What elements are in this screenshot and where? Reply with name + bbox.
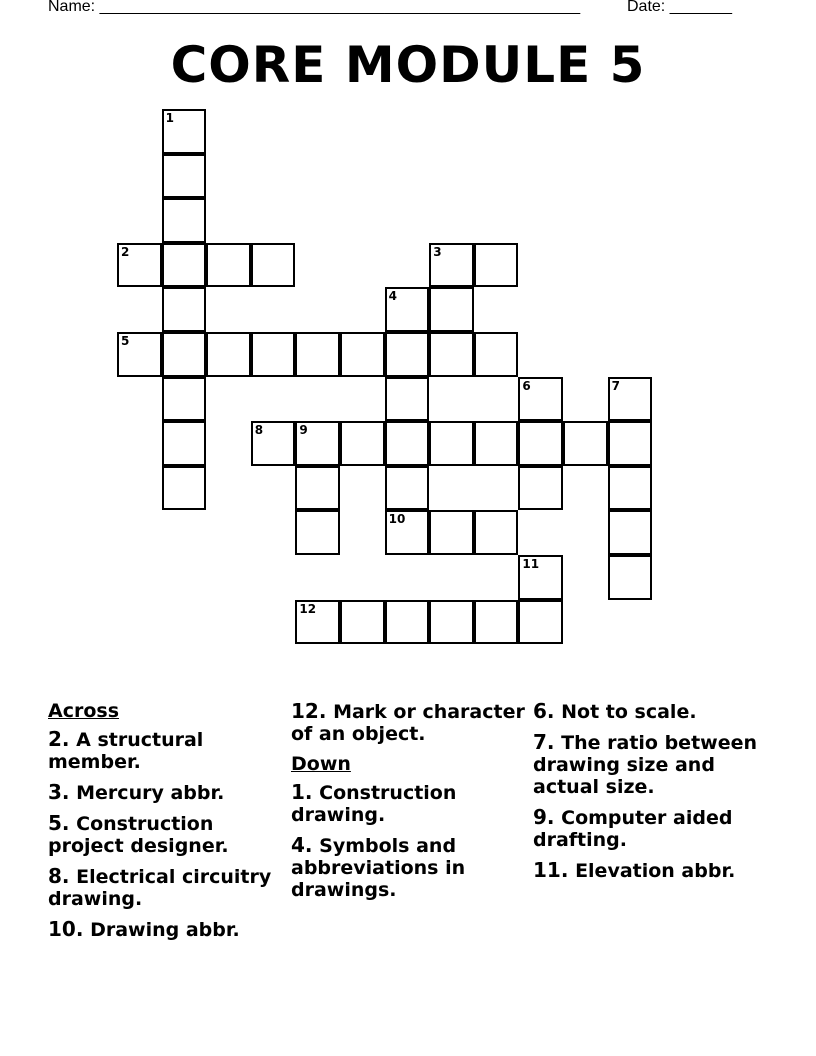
grid-cell[interactable] xyxy=(206,332,251,377)
grid-cell[interactable] xyxy=(295,510,340,555)
grid-cell[interactable] xyxy=(385,600,430,645)
grid-cell[interactable] xyxy=(474,421,519,466)
across-heading: Across xyxy=(48,700,120,722)
clue-across-8: 8. Electrical circuitry drawing. xyxy=(48,864,272,910)
grid-cell[interactable] xyxy=(518,421,563,466)
grid-cell[interactable] xyxy=(251,332,296,377)
grid-cell[interactable] xyxy=(162,466,207,511)
grid-cell[interactable] xyxy=(251,421,296,466)
grid-cell[interactable] xyxy=(162,154,207,199)
grid-cell[interactable] xyxy=(429,421,474,466)
grid-cell[interactable] xyxy=(117,332,162,377)
grid-cell[interactable] xyxy=(608,421,653,466)
clue-down-11: 11. Elevation abbr. xyxy=(533,858,736,882)
grid-cell[interactable] xyxy=(518,377,563,422)
grid-cell[interactable] xyxy=(206,243,251,288)
grid-cell[interactable] xyxy=(563,421,608,466)
grid-cell[interactable] xyxy=(474,332,519,377)
clue-number: 3 xyxy=(433,244,442,259)
grid-cell[interactable] xyxy=(608,377,653,422)
grid-cell[interactable] xyxy=(295,600,340,645)
clue-down-6: 6. Not to scale. xyxy=(533,699,697,723)
page-title: CORE MODULE 5 xyxy=(170,36,646,94)
date-field-line[interactable]: Date: _______ xyxy=(627,0,732,15)
grid-cell[interactable] xyxy=(295,332,340,377)
clue-column-2 xyxy=(291,700,531,909)
clue-column-1 xyxy=(48,700,288,949)
grid-cell[interactable] xyxy=(385,287,430,332)
grid-cell[interactable] xyxy=(340,332,385,377)
grid-cell[interactable] xyxy=(385,466,430,511)
clue-down-7: 7. The ratio between drawing size and actual size. xyxy=(533,730,758,798)
clue-number: 11 xyxy=(522,557,540,571)
grid-cell[interactable] xyxy=(608,466,653,511)
clue-number: 2 xyxy=(121,244,130,259)
grid-cell[interactable] xyxy=(117,243,162,288)
clue-number: 4 xyxy=(388,289,397,304)
grid-cell[interactable] xyxy=(518,555,563,600)
name-field-line[interactable]: Name: ______________________________________________________ xyxy=(48,0,581,15)
clue-down-9: 9. Computer aided drafting. xyxy=(533,805,733,851)
clue-across-10: 10. Drawing abbr. xyxy=(48,917,240,941)
grid-cell[interactable] xyxy=(385,421,430,466)
clue-down-4: 4. Symbols and abbreviations in drawings. xyxy=(291,833,466,901)
grid-cell[interactable] xyxy=(474,600,519,645)
clue-number: 5 xyxy=(121,334,130,348)
clue-number: 12 xyxy=(299,601,317,616)
grid-cell[interactable] xyxy=(608,510,653,555)
grid-cell[interactable] xyxy=(429,332,474,377)
grid-cell[interactable] xyxy=(295,466,340,511)
grid-cell[interactable] xyxy=(429,287,474,332)
clue-number: 1 xyxy=(165,111,174,125)
grid-cell[interactable] xyxy=(340,421,385,466)
clue-across-12: 12. Mark or character of an object. xyxy=(291,699,525,745)
clue-number: 9 xyxy=(299,423,308,438)
clue-across-5: 5. Construction project designer. xyxy=(48,811,229,857)
grid-cell[interactable] xyxy=(295,421,340,466)
grid-cell[interactable] xyxy=(162,109,207,154)
grid-cell[interactable] xyxy=(474,243,519,288)
grid-cell[interactable] xyxy=(474,510,519,555)
grid-cell[interactable] xyxy=(518,466,563,511)
grid-cell[interactable] xyxy=(429,510,474,555)
grid-cell[interactable] xyxy=(162,377,207,422)
grid-cell[interactable] xyxy=(518,600,563,645)
down-heading: Down xyxy=(291,753,351,775)
grid-cell[interactable] xyxy=(385,332,430,377)
clue-down-1: 1. Construction drawing. xyxy=(291,780,457,826)
grid-cell[interactable] xyxy=(251,243,296,288)
clue-column-3 xyxy=(533,700,773,890)
clue-number: 6 xyxy=(522,378,531,393)
grid-cell[interactable] xyxy=(162,243,207,288)
grid-cell[interactable] xyxy=(608,555,653,600)
grid-cell[interactable] xyxy=(385,377,430,422)
grid-cell[interactable] xyxy=(429,243,474,288)
grid-cell[interactable] xyxy=(385,510,430,555)
clue-number: 8 xyxy=(254,423,264,438)
clue-across-2: 2. A structural member. xyxy=(48,727,204,773)
clue-number: 10 xyxy=(388,512,406,527)
clue-number: 7 xyxy=(611,378,620,393)
grid-cell[interactable] xyxy=(340,600,385,645)
grid-cell[interactable] xyxy=(162,287,207,332)
clue-across-3: 3. Mercury abbr. xyxy=(48,780,225,804)
grid-cell[interactable] xyxy=(162,421,207,466)
grid-cell[interactable] xyxy=(429,600,474,645)
grid-cell[interactable] xyxy=(162,332,207,377)
grid-cell[interactable] xyxy=(162,198,207,243)
